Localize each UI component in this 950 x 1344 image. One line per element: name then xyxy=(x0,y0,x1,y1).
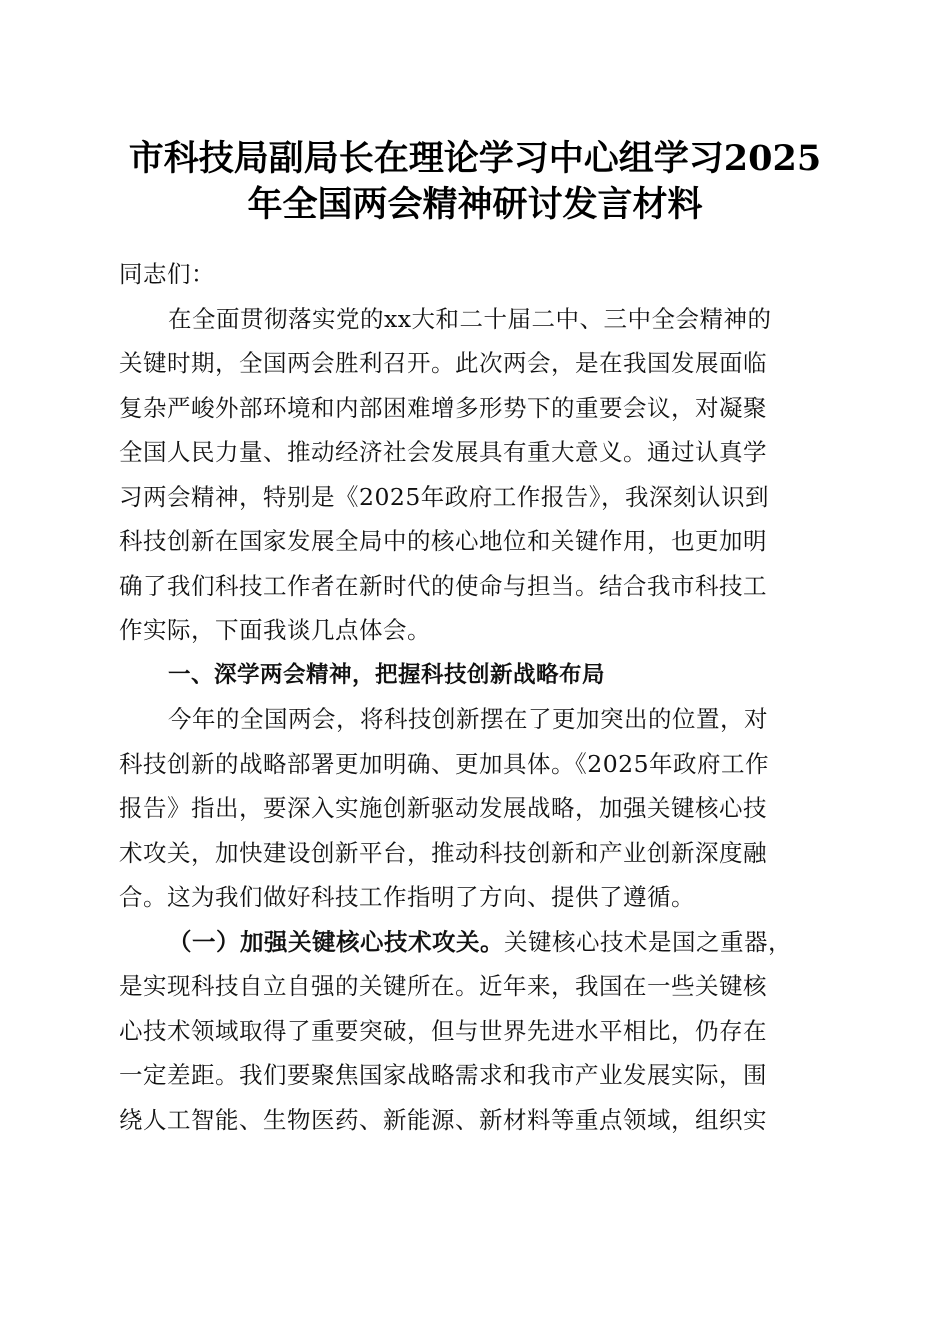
section-heading-1: 一、深学两会精神，把握科技创新战略布局 xyxy=(168,661,606,688)
section1-paragraph-line: 术攻关，加快建设创新平台，推动科技创新和产业创新深度融 xyxy=(119,838,767,867)
title-line-2: 年全国两会精神研讨发言材料 xyxy=(247,184,703,225)
subsection-heading-1: （一）加强关键核心技术攻关。 xyxy=(168,927,504,956)
title-line-1: 市科技局副局长在理论学习中心组学习2025 xyxy=(128,138,822,179)
document-title xyxy=(100,136,850,228)
intro-paragraph-line: 作实际，下面我谈几点体会。 xyxy=(119,616,431,644)
subsection1-first-line-text: 关键核心技术是国之重器， xyxy=(504,927,792,956)
intro-paragraph-line: 在全面贯彻落实党的xx大和二十届二中、三中全会精神的 xyxy=(168,304,772,333)
salutation: 同志们： xyxy=(119,260,215,288)
section1-paragraph-line: 今年的全国两会，将科技创新摆在了更加突出的位置，对 xyxy=(168,705,768,733)
section1-paragraph-line: 科技创新的战略部署更加明确、更加具体。《2025年政府工作 xyxy=(119,749,770,778)
document-body xyxy=(119,252,829,1142)
subsection1-paragraph-line: 心技术领域取得了重要突破，但与世界先进水平相比，仍存在 xyxy=(119,1016,767,1045)
subsection-1-first-line xyxy=(119,920,829,965)
intro-paragraph-line: 科技创新在国家发展全局中的核心地位和关键作用，也更加明 xyxy=(119,527,767,555)
section1-paragraph-line: 报告》指出，要深入实施创新驱动发展战略，加强关键核心技 xyxy=(119,794,767,822)
subsection1-paragraph-line: 绕人工智能、生物医药、新能源、新材料等重点领域，组织实 xyxy=(119,1105,767,1134)
subsection1-paragraph-line: 是实现科技自立自强的关键所在。近年来，我国在一些关键核 xyxy=(119,972,767,1000)
subsection1-paragraph-line: 一定差距。我们要聚焦国家战略需求和我市产业发展实际，围 xyxy=(119,1061,767,1089)
intro-paragraph-line: 确了我们科技工作者在新时代的使命与担当。结合我市科技工 xyxy=(119,571,767,600)
intro-paragraph-line: 习两会精神，特别是《2025年政府工作报告》，我深刻认识到 xyxy=(119,482,770,511)
intro-paragraph-line: 关键时期，全国两会胜利召开。此次两会，是在我国发展面临 xyxy=(119,349,767,377)
section1-paragraph-line: 合。这为我们做好科技工作指明了方向、提供了遵循。 xyxy=(119,883,695,911)
intro-paragraph-line: 复杂严峻外部环境和内部困难增多形势下的重要会议，对凝聚 xyxy=(119,393,767,422)
intro-paragraph-line: 全国人民力量、推动经济社会发展具有重大意义。通过认真学 xyxy=(119,438,767,466)
